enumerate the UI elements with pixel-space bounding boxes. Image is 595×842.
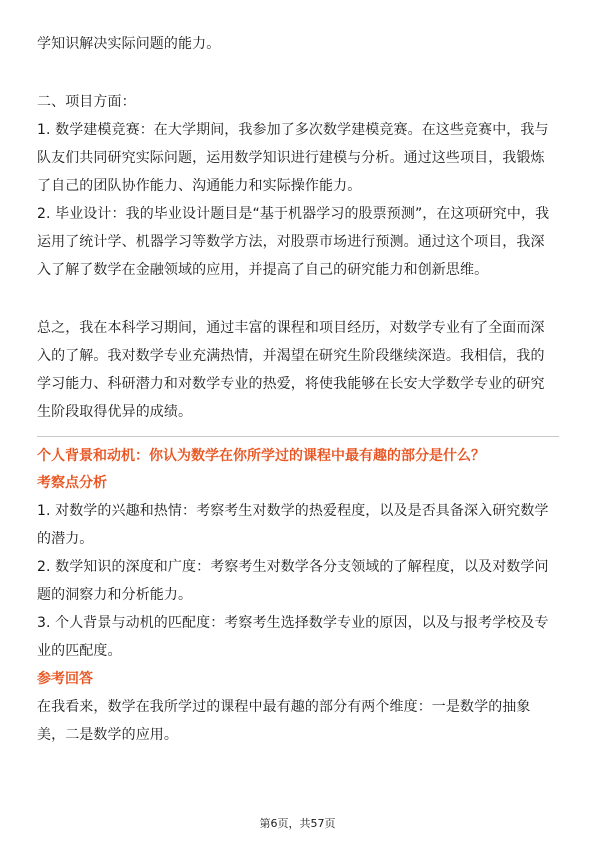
text-line: 业的匹配度。	[37, 643, 122, 659]
summary-paragraph	[37, 314, 559, 426]
text-line: 2. 毕业设计：我的毕业设计题目是“基于机器学习的股票预测”，在这项研究中，我	[37, 206, 550, 222]
projects-heading: 二、项目方面：	[37, 94, 136, 110]
text-line: 入了解了数学在金融领域的应用，并提高了自己的研究能力和创新思维。	[37, 262, 489, 278]
analysis-item-3	[37, 609, 559, 665]
text-line: 总之，我在本科学习期间，通过丰富的课程和项目经历，对数学专业有了全面而深	[37, 320, 545, 336]
intro-tail-line: 学知识解决实际问题的能力。	[37, 36, 221, 52]
section-divider	[37, 436, 559, 437]
text-line: 2. 数学知识的深度和广度：考察考生对数学各分支领域的了解程度，以及对数学问	[37, 559, 549, 575]
analysis-heading: 考察点分析	[37, 475, 107, 491]
text-line: 了自己的团队协作能力、沟通能力和实际操作能力。	[37, 178, 362, 194]
page-content	[37, 30, 559, 749]
analysis-item-1	[37, 497, 559, 553]
analysis-item-2	[37, 553, 559, 609]
text-line: 1. 数学建模竞赛：在大学期间，我参加了多次数学建模竞赛。在这些竞赛中，我与	[37, 122, 549, 138]
text-line: 入的了解。我对数学专业充满热情，并渴望在研究生阶段继续深造。我相信，我的	[37, 348, 545, 364]
page-number: 第6页，共57页	[259, 817, 336, 830]
answer-heading: 参考回答	[37, 671, 93, 687]
text-line: 学习能力、科研潜力和对数学专业的热爱，将使我能够在长安大学数学专业的研究	[37, 376, 545, 392]
question-title: 个人背景和动机：你认为数学在你所学过的课程中最有趣的部分是什么？	[37, 448, 485, 464]
text-line: 3. 个人背景与动机的匹配度：考察考生选择数学专业的原因，以及与报考学校及专	[37, 615, 549, 631]
text-line: 美，二是数学的应用。	[37, 727, 178, 743]
text-line: 队友们共同研究实际问题，运用数学知识进行建模与分析。通过这些项目，我锻炼	[37, 150, 545, 166]
text-line: 题的洞察力和分析能力。	[37, 587, 193, 603]
text-line: 生阶段取得优异的成绩。	[37, 404, 193, 420]
text-line: 运用了统计学、机器学习等数学方法，对股票市场进行预测。通过这个项目，我深	[37, 234, 545, 250]
text-line: 的潜力。	[37, 531, 94, 547]
text-line: 在我看来，数学在我所学过的课程中最有趣的部分有两个维度：一是数学的抽象	[37, 699, 531, 715]
project-item-1	[37, 116, 559, 200]
project-item-2	[37, 200, 559, 284]
text-line: 1. 对数学的兴趣和热情：考察考生对数学的热爱程度，以及是否具备深入研究数学	[37, 503, 549, 519]
answer-paragraph	[37, 693, 559, 749]
